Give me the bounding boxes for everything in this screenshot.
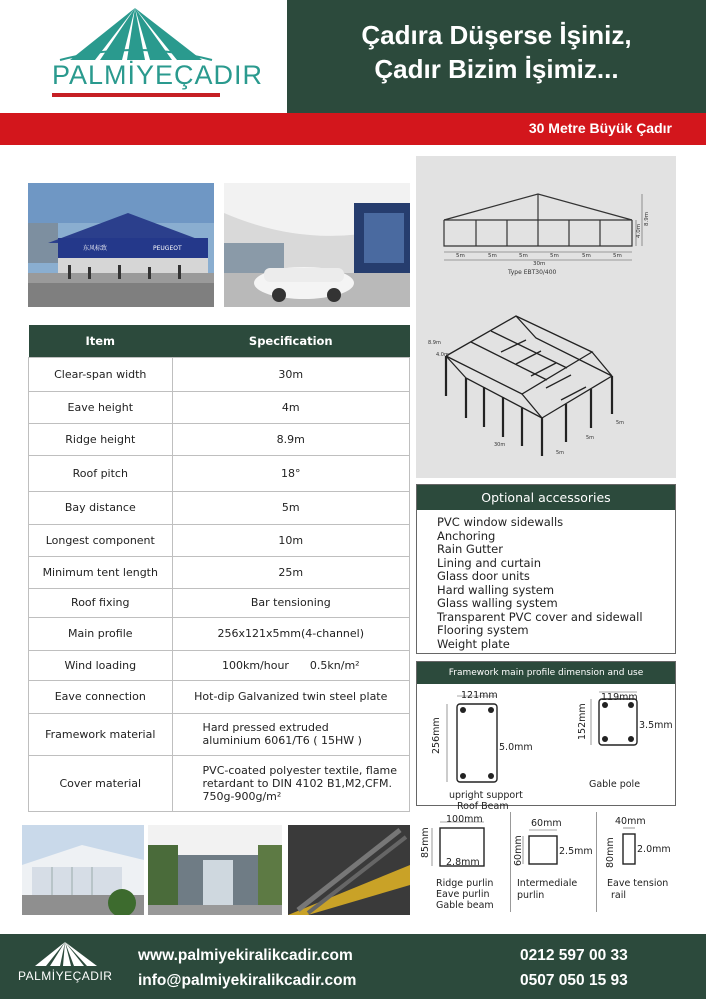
main-caption-1: upright support [449,790,523,801]
svg-text:5m: 5m [456,253,465,259]
logo-text: PALMİYEÇADIR [52,60,264,90]
main-caption-2: Roof Beam [457,801,509,812]
header-item: Item [29,325,173,357]
profile-dimensions-box [416,661,676,812]
svg-text:30m: 30m [494,442,506,448]
gable-width-label: 119mm [601,692,638,703]
main-thick-label: 5.0mm [499,742,533,753]
svg-text:5m: 5m [550,253,559,259]
table-row [29,357,410,391]
svg-text:5m: 5m [616,420,625,426]
ridge-caption-1: Ridge purlin [436,878,494,889]
row-spec: 4m [172,391,409,423]
table-row [29,755,410,811]
slogan-line-2: Çadır Bizim İşimiz... [374,54,619,84]
list-item: Glass walling system [437,596,558,610]
product-title: 30 Metre Büyük Çadır [528,120,672,136]
gable-caption: Gable pole [589,779,641,790]
main-width-label: 121mm [461,690,498,701]
list-item: Glass door units [437,569,530,583]
table-row [29,680,410,713]
row-spec: 18° [172,455,409,491]
eave-tension-rail-profile [596,812,676,912]
row-spec: 25m [172,556,409,588]
svg-text:5m: 5m [519,253,528,259]
optional-accessories-box [416,484,676,654]
eave-thick-label: 2.0mm [637,844,671,855]
row-item: Longest component [29,524,173,556]
svg-text:5m: 5m [586,435,595,441]
eave-caption-2: rail [611,890,627,901]
tent-interior-photo [224,183,410,307]
row-item: Main profile [29,617,173,650]
row-spec: 30m [172,357,409,391]
row-item: Cover material [29,755,173,811]
footer-email-link[interactable]: info@palmiyekiralikcadir.com [138,972,357,989]
row-item: Framework material [29,713,173,755]
tent-door-photo [148,825,282,915]
table-row [29,650,410,680]
row-item: Ridge height [29,423,173,455]
ridge-caption-3: Gable beam [436,900,494,911]
tent-exterior-photo [28,183,214,307]
ridge-thick-label: 2.8mm [446,857,480,868]
header-slogan [287,18,706,86]
row-item: Eave height [29,391,173,423]
accessories-list [417,510,675,651]
row-spec [172,755,409,811]
spec-line: PVC-coated polyester textile, flame [202,763,398,777]
ridge-height-label: 85mm [420,827,431,858]
intermediate-thick-label: 2.5mm [559,846,593,857]
table-row [29,588,410,617]
row-item: Eave connection [29,680,173,713]
footer-tent-logo-icon [30,940,100,970]
intermediate-caption-2: purlin [517,890,545,901]
svg-text:4.0m: 4.0m [636,223,642,238]
banner-text-1: 东风标致 [83,245,108,252]
table-row [29,455,410,491]
list-item: Rain Gutter [437,542,503,556]
list-item: Weight plate [437,636,510,651]
tent-frame-drawing [416,156,676,478]
svg-text:30m: 30m [533,261,546,267]
row-spec: 5m [172,491,409,524]
svg-text:5m: 5m [613,253,622,259]
ridge-caption-2: Eave purlin [436,889,490,900]
table-row [29,713,410,755]
row-item: Bay distance [29,491,173,524]
aluminium-poles-photo [288,825,410,915]
table-header-row [29,325,410,357]
table-row [29,556,410,588]
intermediate-caption-1: Intermediale [517,878,578,889]
ridge-width-label: 100mm [446,814,483,825]
row-item: Minimum tent length [29,556,173,588]
accessories-title: Optional accessories [417,485,675,510]
spec-line: retardant to DIN 4102 B1,M2,CFM. [202,776,392,790]
row-spec: Bar tensioning [172,588,409,617]
list-item: Flooring system [437,623,529,637]
svg-text:8.9m: 8.9m [428,340,441,346]
svg-text:Type EBT30/400: Type EBT30/400 [508,269,557,276]
eave-height-label: 80mm [605,837,616,868]
svg-text:5m: 5m [556,450,565,456]
gable-height-label: 152mm [577,703,588,740]
list-item: PVC window sidewalls [437,515,564,529]
list-item: Hard walling system [437,582,555,597]
row-item: Wind loading [29,650,173,680]
table-row [29,491,410,524]
ridge-purlin-profile [416,812,508,912]
svg-text:4.0m: 4.0m [436,352,449,358]
footer-phone-1[interactable]: 0212 597 00 33 [520,947,628,964]
row-spec: 256x121x5mm(4-channel) [172,617,409,650]
eave-width-label: 40mm [615,816,646,827]
banner-text-2: PEUGEOT [153,245,182,252]
spec-line: aluminium 6061/T6 ( 15HW ) [202,734,362,747]
specification-table [28,325,410,812]
footer-logo-text: PALMİYEÇADIR [18,969,113,983]
table-row [29,617,410,650]
row-spec [172,713,409,755]
header-logo-area [0,0,287,113]
list-item: Transparent PVC cover and sidewall [437,609,643,624]
eave-caption-1: Eave tension [607,878,669,889]
svg-text:8.9m: 8.9m [644,211,650,226]
list-item: Lining and curtain [437,555,541,570]
spec-line: 750g-900g/m² [202,789,282,803]
svg-text:5m: 5m [582,253,591,259]
row-item: Roof fixing [29,588,173,617]
header-specification: Specification [172,325,409,357]
row-item: Clear-span width [29,357,173,391]
profile-title: Framework main profile dimension and use [417,662,675,684]
intermediate-width-label: 60mm [531,818,562,829]
table-row [29,391,410,423]
intermediate-height-label: 60mm [513,835,524,866]
tent-side-photo [22,825,144,915]
list-item: Anchoring [437,528,496,543]
spec-line: Hard pressed extruded [202,721,329,734]
tent-drawing-panel [416,156,676,478]
slogan-line-1: Çadıra Düşerse İşiniz, [361,20,632,50]
row-spec: 10m [172,524,409,556]
intermediate-purlin-profile [510,812,594,912]
main-height-label: 256mm [431,717,442,754]
gable-thick-label: 3.5mm [639,720,673,731]
table-row [29,423,410,455]
table-row [29,524,410,556]
row-spec: 8.9m [172,423,409,455]
svg-text:5m: 5m [488,253,497,259]
footer-phone-2[interactable]: 0507 050 15 93 [520,972,628,989]
logo-underline [52,93,220,97]
row-spec: 100km/hour 0.5kn/m² [172,650,409,680]
row-item: Roof pitch [29,455,173,491]
footer-website-link[interactable]: www.palmiyekiralikcadir.com [138,947,353,964]
row-spec: Hot-dip Galvanized twin steel plate [172,680,409,713]
